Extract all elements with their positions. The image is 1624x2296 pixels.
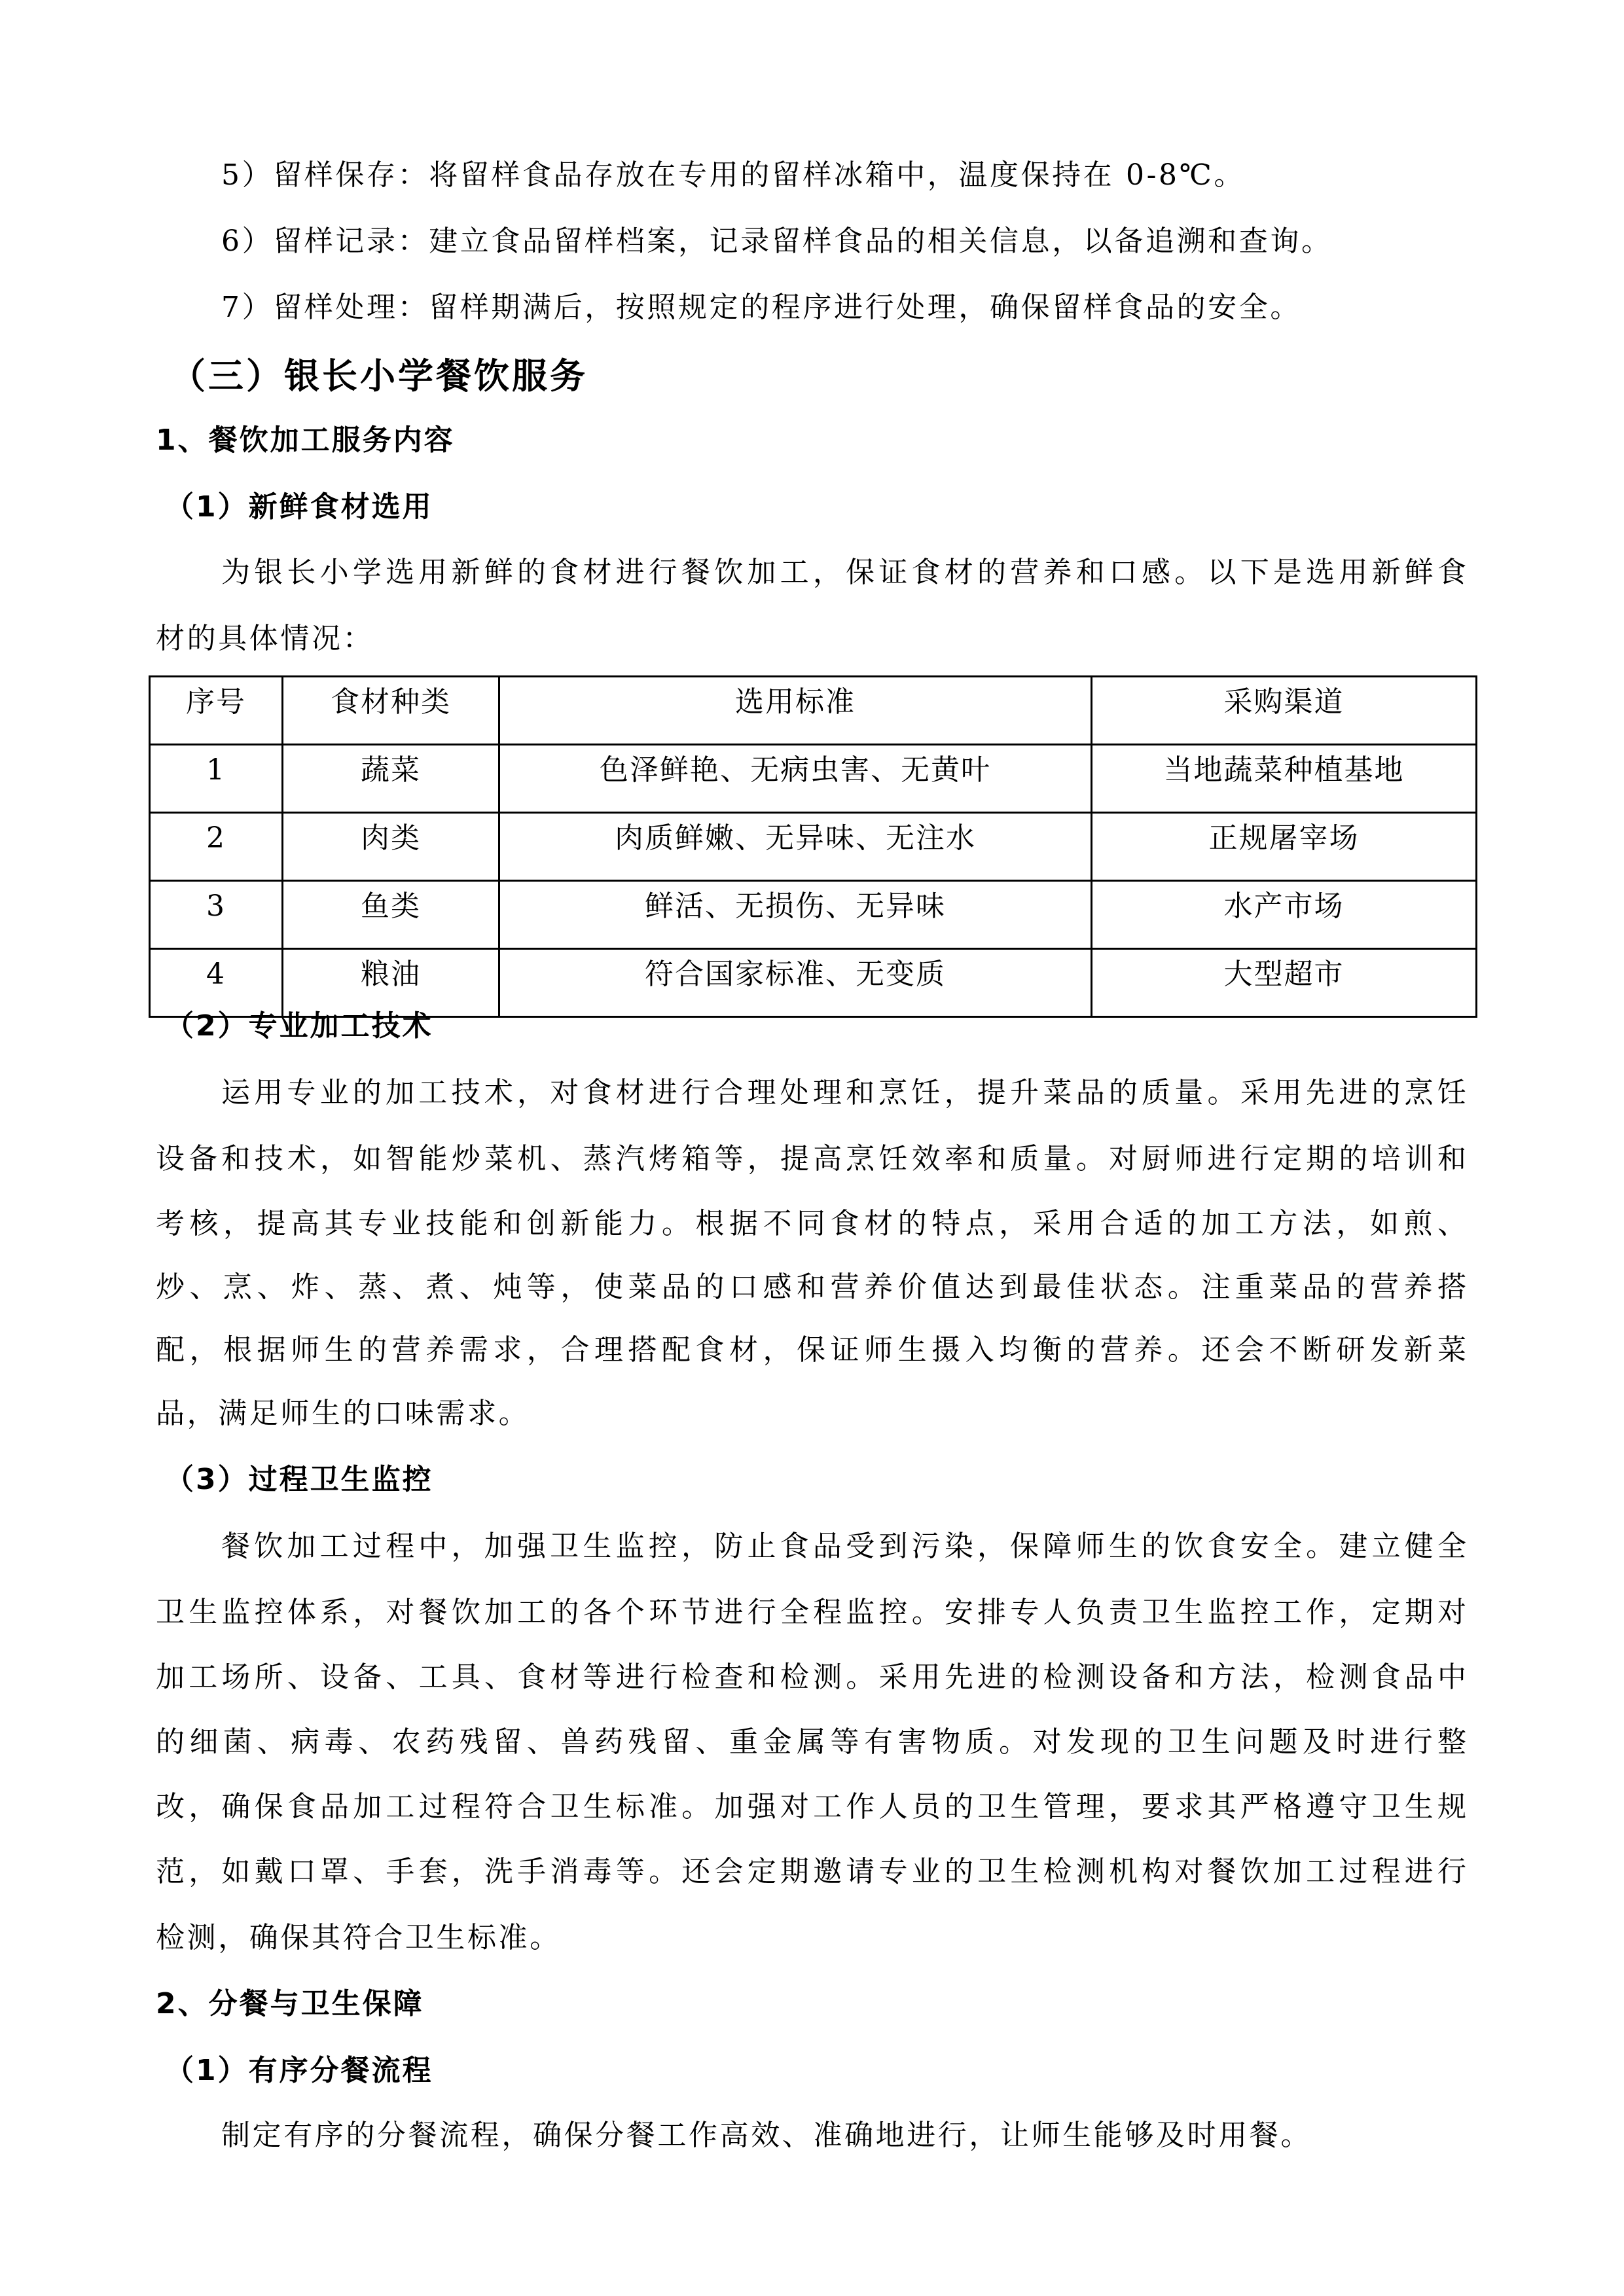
cell-standard: 色泽鲜艳、无病虫害、无黄叶 (499, 745, 1092, 813)
cell-category: 肉类 (283, 813, 499, 881)
cell-category: 鱼类 (283, 881, 499, 949)
cell-index: 2 (150, 813, 283, 881)
paragraph-line: 加工场所、设备、工具、食材等进行检查和检测。采用先进的检测设备和方法，检测食品中 (156, 1660, 1466, 1694)
table-row (150, 949, 1477, 1017)
ingredient-table (149, 675, 1477, 1018)
cell-standard: 鲜活、无损伤、无异味 (499, 881, 1092, 949)
paragraph-line: 考核，提高其专业技能和创新能力。根据不同食材的特点，采用合适的加工方法，如煎、 (156, 1207, 1466, 1240)
cell-standard: 符合国家标准、无变质 (499, 949, 1092, 1017)
paragraph-line: 运用专业的加工技术，对食材进行合理处理和烹饪，提升菜品的质量。采用先进的烹饪 (221, 1076, 1466, 1109)
cell-category: 蔬菜 (283, 745, 499, 813)
paragraph-line: 炒、烹、炸、蒸、煮、炖等，使菜品的口感和营养价值达到最佳状态。注重菜品的营养搭 (156, 1270, 1466, 1304)
paragraph-line: 餐饮加工过程中，加强卫生监控，防止食品受到污染，保障师生的饮食安全。建立健全 (221, 1530, 1466, 1563)
header-standard: 选用标准 (499, 677, 1092, 745)
sample-item-storage: 5）留样保存：将留样食品存放在专用的留样冰箱中，温度保持在 0-8℃。 (221, 158, 1246, 192)
sample-item-record: 6）留样记录：建立食品留样档案，记录留样食品的相关信息，以备追溯和查询。 (221, 224, 1333, 258)
subsection-title-catering: 1、餐饮加工服务内容 (156, 423, 455, 457)
item-title-fresh-ingredients: （1）新鲜食材选用 (165, 490, 433, 524)
paragraph-line: 卫生监控体系，对餐饮加工的各个环节进行全程监控。安排专人负责卫生监控工作，定期对 (156, 1596, 1466, 1629)
cell-channel: 大型超市 (1092, 949, 1477, 1017)
cell-channel: 正规屠宰场 (1092, 813, 1477, 881)
sample-item-disposal: 7）留样处理：留样期满后，按照规定的程序进行处理，确保留样食品的安全。 (221, 291, 1301, 324)
paragraph-line: 配，根据师生的营养需求，合理搭配食材，保证师生摄入均衡的营养。还会不断研发新菜 (156, 1333, 1466, 1367)
paragraph-line: 设备和技术，如智能炒菜机、蒸汽烤箱等，提高烹饪效率和质量。对厨师进行定期的培训和 (156, 1142, 1466, 1175)
cell-index: 3 (150, 881, 283, 949)
paragraph-line: 制定有序的分餐流程，确保分餐工作高效、准确地进行，让师生能够及时用餐。 (221, 2119, 1312, 2152)
paragraph-line: 材的具体情况： (156, 622, 374, 655)
header-index: 序号 (150, 677, 283, 745)
paragraph-line: 品，满足师生的口味需求。 (156, 1397, 530, 1430)
paragraph-line: 范，如戴口罩、手套，洗手消毒等。还会定期邀请专业的卫生检测机构对餐饮加工过程进行 (156, 1855, 1466, 1888)
table-row (150, 745, 1477, 813)
item-title-processing: （2）专业加工技术 (165, 1009, 433, 1043)
paragraph-line: 检测，确保其符合卫生标准。 (156, 1921, 561, 1954)
cell-channel: 当地蔬菜种植基地 (1092, 745, 1477, 813)
subsection-title-serving: 2、分餐与卫生保障 (156, 1987, 424, 2020)
table-row (150, 813, 1477, 881)
section-title: （三）银长小学餐饮服务 (170, 355, 588, 397)
table-header-row (150, 677, 1477, 745)
cell-index: 4 (150, 949, 283, 1017)
item-title-hygiene-monitoring: （3）过程卫生监控 (165, 1463, 433, 1496)
cell-index: 1 (150, 745, 283, 813)
header-category: 食材种类 (283, 677, 499, 745)
table-row (150, 881, 1477, 949)
paragraph-line: 改，确保食品加工过程符合卫生标准。加强对工作人员的卫生管理，要求其严格遵守卫生规 (156, 1790, 1466, 1823)
cell-standard: 肉质鲜嫩、无异味、无注水 (499, 813, 1092, 881)
paragraph-line: 的细菌、病毒、农药残留、兽药残留、重金属等有害物质。对发现的卫生问题及时进行整 (156, 1725, 1466, 1759)
header-channel: 采购渠道 (1092, 677, 1477, 745)
paragraph-line: 为银长小学选用新鲜的食材进行餐饮加工，保证食材的营养和口感。以下是选用新鲜食 (221, 556, 1466, 589)
cell-category: 粮油 (283, 949, 499, 1017)
cell-channel: 水产市场 (1092, 881, 1477, 949)
item-title-serving-process: （1）有序分餐流程 (165, 2054, 433, 2087)
